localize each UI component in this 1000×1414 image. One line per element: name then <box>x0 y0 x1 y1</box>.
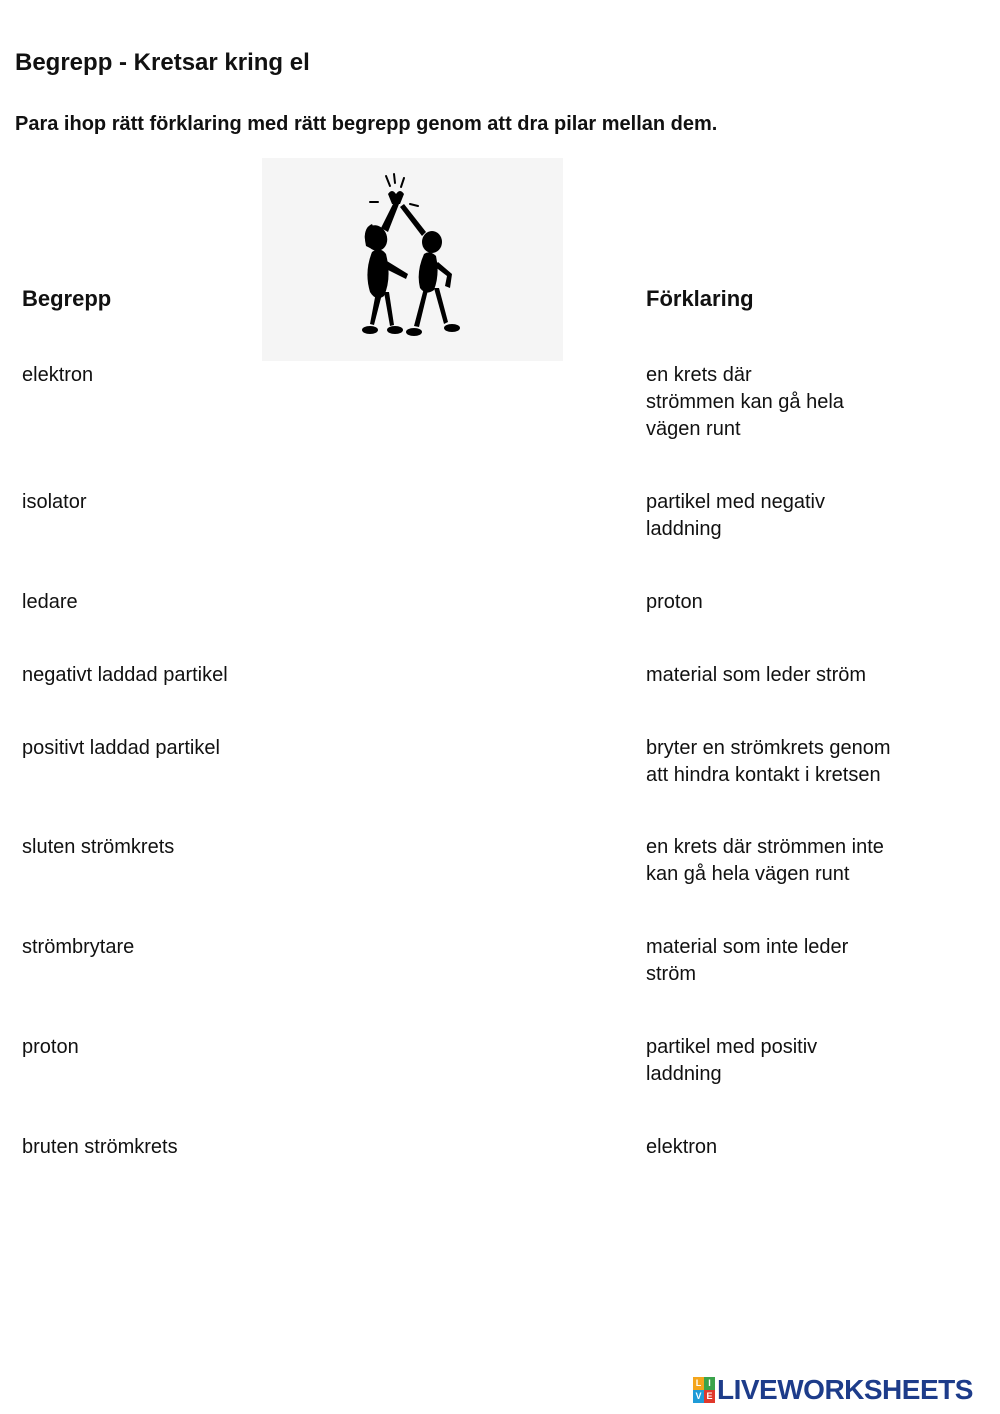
term-item[interactable]: isolator <box>22 491 87 513</box>
term-item[interactable]: proton <box>22 1036 79 1058</box>
logo-mark-letter: L <box>693 1377 704 1390</box>
explanation-item[interactable]: bryter en strömkrets genom att hindra kontakt i kretsen <box>646 737 891 786</box>
column-header-begrepp: Begrepp <box>22 286 112 311</box>
liveworksheets-wordmark: LIVEWORKSHEETS <box>717 1374 973 1405</box>
term-item[interactable]: strömbrytare <box>22 936 135 958</box>
term-item[interactable]: sluten strömkrets <box>22 836 175 858</box>
term-item[interactable]: positivt laddad partikel <box>22 737 220 759</box>
liveworksheets-mark-icon <box>693 1377 715 1403</box>
explanation-item[interactable]: proton <box>646 591 703 613</box>
explanation-item[interactable]: partikel med negativ laddning <box>646 491 825 540</box>
logo-mark-letter: I <box>704 1377 715 1390</box>
explanation-item[interactable]: material som leder ström <box>646 664 867 686</box>
explanation-item[interactable]: en krets där strömmen kan gå hela vägen runt <box>646 364 844 440</box>
illustration <box>262 158 563 361</box>
explanation-item[interactable]: material som inte leder ström <box>646 936 849 985</box>
column-header-forklaring: Förklaring <box>646 286 754 311</box>
explanation-item[interactable]: elektron <box>646 1136 718 1158</box>
logo-mark-letter: V <box>693 1390 704 1403</box>
term-item[interactable]: negativt laddad partikel <box>22 664 228 686</box>
term-item[interactable]: bruten strömkrets <box>22 1136 178 1158</box>
dancing-figures-high-five-icon <box>262 158 563 361</box>
liveworksheets-logo <box>693 1374 973 1406</box>
logo-mark-letter: E <box>704 1390 715 1403</box>
term-item[interactable]: ledare <box>22 591 78 613</box>
instruction-text: Para ihop rätt förklaring med rätt begrepp genom att dra pilar mellan dem. <box>15 113 718 135</box>
explanation-item[interactable]: en krets där strömmen inte kan gå hela vägen runt <box>646 836 884 885</box>
explanation-item[interactable]: partikel med positiv laddning <box>646 1036 818 1085</box>
term-item[interactable]: elektron <box>22 364 94 386</box>
page-title: Begrepp - Kretsar kring el <box>15 49 310 76</box>
